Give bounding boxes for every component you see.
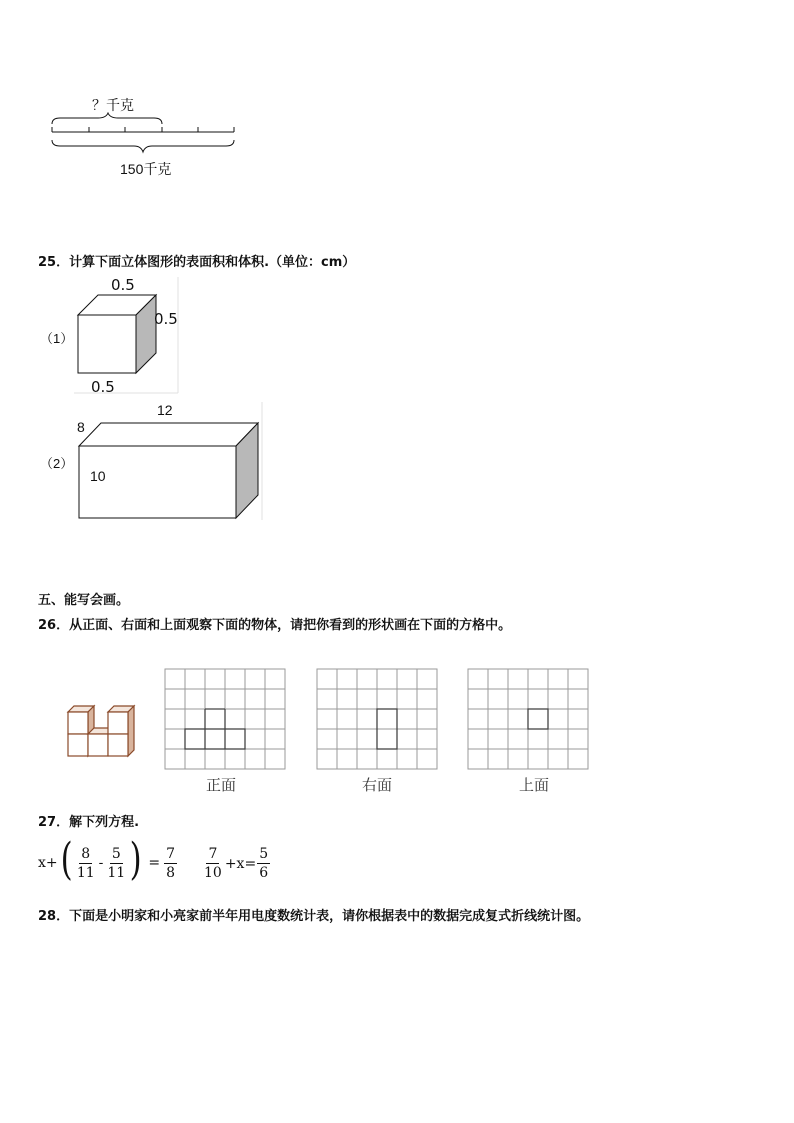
cuboid-figure	[70, 400, 266, 524]
right-view-caption: 右面	[362, 776, 393, 794]
top-view-caption: 上面	[519, 776, 550, 794]
total-weight-label: 150千克	[120, 161, 172, 177]
eq1-fraction-result: $\frac{7}{8}$	[166, 845, 176, 881]
segment-bar-diagram	[46, 112, 242, 157]
equation-2	[202, 847, 270, 880]
shape1-label: （1）	[40, 331, 74, 346]
right-paren: )	[129, 834, 142, 885]
q26-title: 26．从正面、右面和上面观察下面的物体，请把你看到的形状画在下面的方格中。	[38, 618, 512, 633]
eq1-equals: =	[148, 855, 161, 871]
cube-top-dim: 0.5	[111, 276, 135, 294]
q27-title: 27．解下列方程.	[38, 815, 140, 830]
cuboid-width-dim: 8	[77, 419, 85, 435]
front-view-caption: 正面	[206, 776, 237, 794]
shape2-label: （2）	[40, 456, 74, 471]
q25-title: 25．计算下面立体图形的表面积和体积.（单位：cm）	[38, 255, 356, 270]
top-brace	[52, 113, 162, 124]
cube-bottom-dim: 0.5	[91, 378, 115, 396]
eq2-fraction-result: $\frac{5}{6}$	[259, 846, 269, 881]
right-view-grid[interactable]	[316, 668, 440, 772]
cuboid-height-dim: 10	[90, 468, 106, 484]
q28-title: 28．下面是小明家和小亮家前半年用电度数统计表，请你根据表中的数据完成复式折线统计图。	[38, 909, 590, 924]
cube-front-face	[78, 315, 136, 373]
unknown-weight-label: ？千克	[92, 97, 134, 113]
eq1-prefix: x+	[38, 855, 58, 871]
eq1-minus: -	[98, 855, 104, 871]
cuboid-top-face	[79, 423, 258, 446]
bottom-brace	[52, 140, 234, 152]
cuboid-length-dim: 12	[157, 402, 173, 418]
eq1-fraction-a: $\frac{8}{11}$	[76, 845, 95, 881]
cube-right-dim: 0.5	[154, 310, 178, 328]
eq2-middle: +x=	[224, 855, 257, 872]
top-view-grid[interactable]	[467, 668, 591, 772]
cube-stack-object	[62, 700, 142, 762]
equation-1	[38, 834, 177, 885]
section5-title: 五、能写会画。	[38, 593, 130, 608]
eq1-fraction-b: $\frac{5}{11}$	[107, 845, 126, 881]
eq2-fraction-a: $\frac{7}{10}$	[204, 846, 222, 881]
left-paren: (	[60, 834, 73, 885]
front-view-grid[interactable]	[164, 668, 288, 772]
